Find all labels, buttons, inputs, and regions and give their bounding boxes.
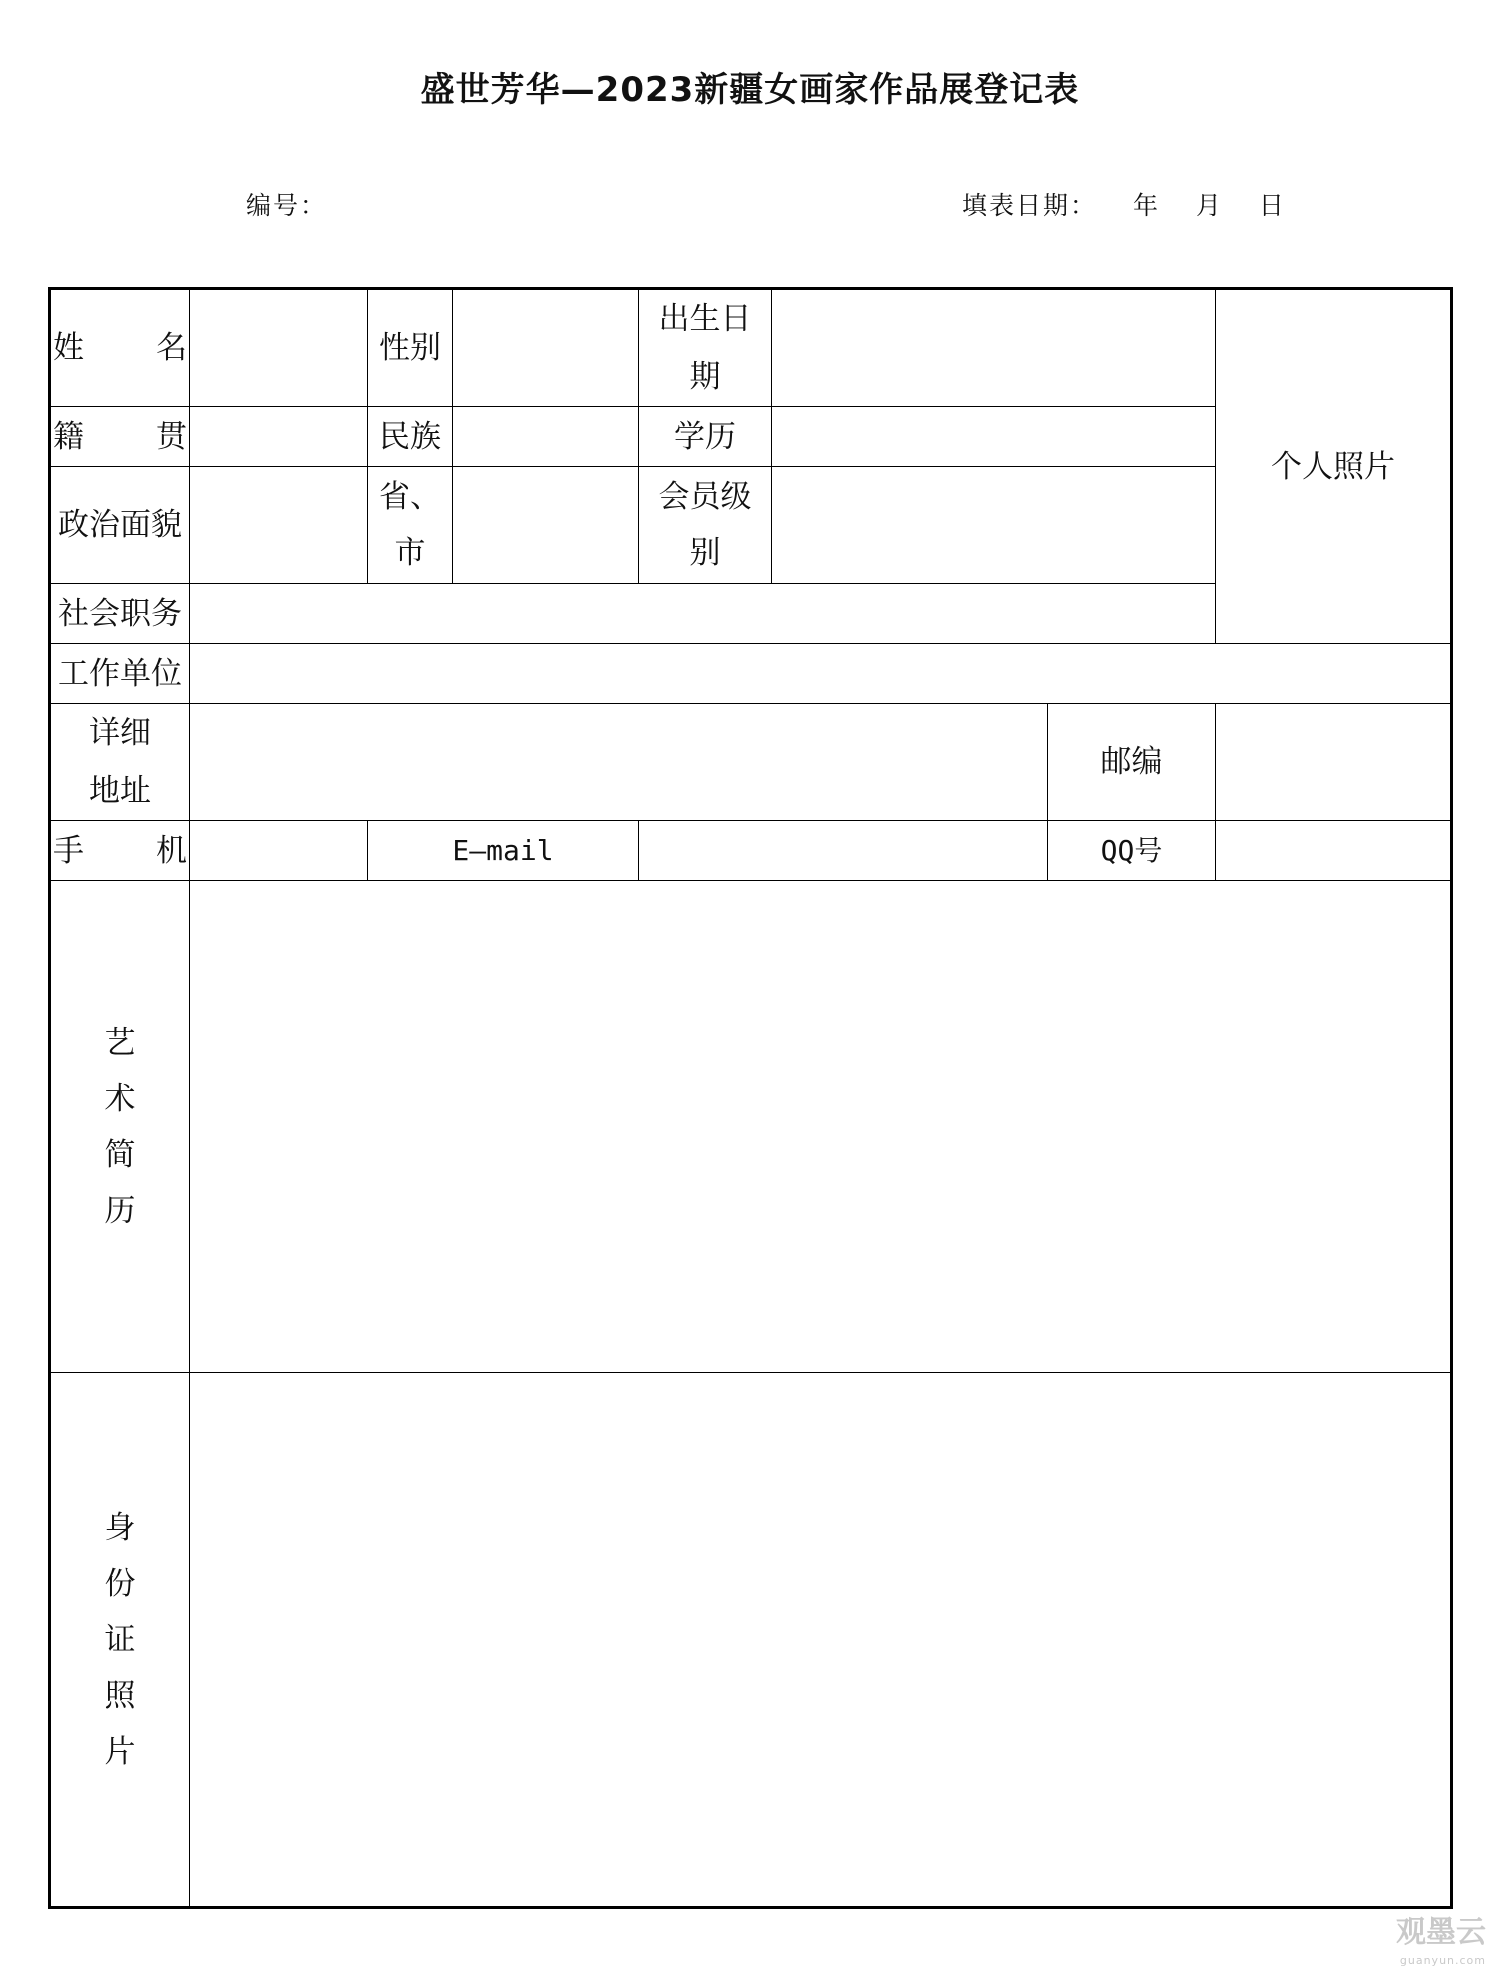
member-level-input-cell[interactable] bbox=[772, 467, 1216, 584]
mobile-label-cell: 手 机 bbox=[50, 821, 190, 881]
name-input-cell[interactable] bbox=[190, 289, 368, 407]
registration-table bbox=[48, 287, 1453, 1909]
social-input-cell[interactable] bbox=[190, 584, 1216, 644]
native-label-cell: 籍 贯 bbox=[50, 407, 190, 467]
ethnicity-input-cell[interactable] bbox=[453, 407, 639, 467]
qq-label-cell: QQ号 bbox=[1048, 821, 1216, 881]
politics-label-cell: 政治面貌 bbox=[50, 467, 190, 584]
postcode-label-cell: 邮编 bbox=[1048, 704, 1216, 821]
name-label-cell: 姓 名 bbox=[50, 289, 190, 407]
gender-input-cell[interactable] bbox=[453, 289, 639, 407]
date-label: 填表日期： bbox=[962, 191, 1098, 220]
province-input-cell[interactable] bbox=[453, 467, 639, 584]
education-input-cell[interactable] bbox=[772, 407, 1216, 467]
address-label-cell: 详细地址 bbox=[50, 704, 190, 821]
art-bio-label-cell: 艺术简历 bbox=[50, 881, 190, 1373]
id-photo-input-cell[interactable] bbox=[190, 1373, 1452, 1908]
birth-label-cell: 出生日期 bbox=[639, 289, 772, 407]
table-row bbox=[50, 821, 1452, 881]
personal-photo-cell[interactable]: 个人照片 bbox=[1216, 289, 1452, 644]
province-label-cell: 省、市 bbox=[368, 467, 453, 584]
address-input-cell[interactable] bbox=[190, 704, 1048, 821]
month-label: 月 bbox=[1195, 191, 1223, 220]
work-label-cell: 工作单位 bbox=[50, 644, 190, 704]
member-level-label-cell: 会员级别 bbox=[639, 467, 772, 584]
work-input-cell[interactable] bbox=[190, 644, 1452, 704]
ethnicity-label-cell: 民族 bbox=[368, 407, 453, 467]
mobile-input-cell[interactable] bbox=[190, 821, 368, 881]
day-label: 日 bbox=[1258, 191, 1286, 220]
id-photo-label-cell: 身份证照片 bbox=[50, 1373, 190, 1908]
politics-input-cell[interactable] bbox=[190, 467, 368, 584]
table-row bbox=[50, 704, 1452, 821]
gender-label-cell: 性别 bbox=[368, 289, 453, 407]
year-label: 年 bbox=[1132, 191, 1160, 220]
education-label-cell: 学历 bbox=[639, 407, 772, 467]
table-row bbox=[50, 1373, 1452, 1908]
form-title: 盛世芳华—2023新疆女画家作品展登记表 bbox=[420, 70, 1080, 110]
postcode-input-cell[interactable] bbox=[1216, 704, 1452, 821]
table-row bbox=[50, 644, 1452, 704]
table-row bbox=[50, 289, 1452, 407]
table-row bbox=[50, 881, 1452, 1373]
email-input-cell[interactable] bbox=[639, 821, 1048, 881]
art-bio-input-cell[interactable] bbox=[190, 881, 1452, 1373]
fill-date-field bbox=[962, 186, 1312, 222]
social-label-cell: 社会职务 bbox=[50, 584, 190, 644]
birth-input-cell[interactable] bbox=[772, 289, 1216, 407]
email-label-cell: E—mail bbox=[368, 821, 639, 881]
watermark-logo: 观墨云 guanyun.com bbox=[1396, 1915, 1486, 1967]
number-label: 编号： bbox=[246, 191, 328, 220]
qq-input-cell[interactable] bbox=[1216, 821, 1452, 881]
native-input-cell[interactable] bbox=[190, 407, 368, 467]
number-field bbox=[246, 186, 327, 222]
